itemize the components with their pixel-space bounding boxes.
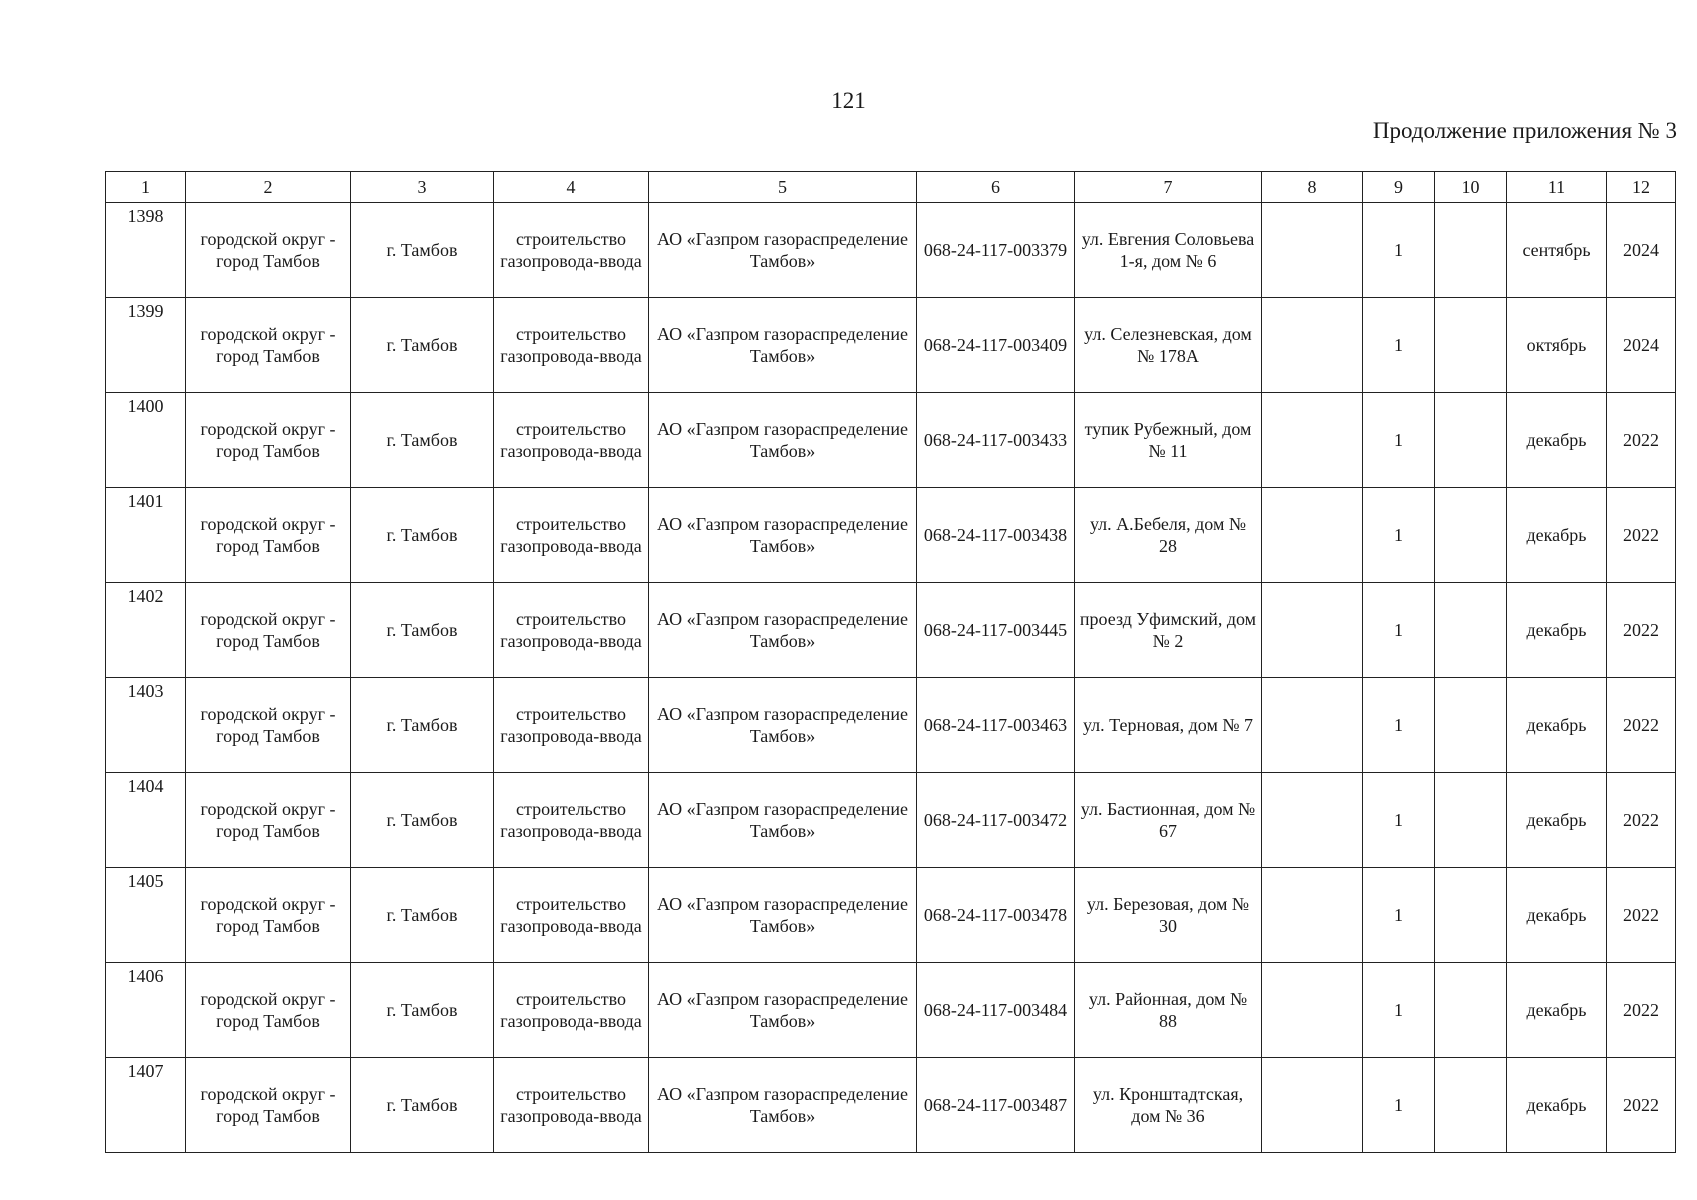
table-row: [106, 393, 1676, 488]
table-row: [106, 678, 1676, 773]
cell-locality: г. Тамбов: [351, 393, 494, 488]
header-row: [106, 172, 1676, 203]
cell-col-8: [1262, 678, 1363, 773]
cell-work-type: строительство газопровода-ввода: [494, 393, 649, 488]
column-header-7: 7: [1075, 172, 1262, 203]
cell-month: декабрь: [1507, 868, 1607, 963]
cell-col-8: [1262, 393, 1363, 488]
cell-organization: АО «Газпром газораспределение Тамбов»: [649, 963, 917, 1058]
cell-year: 2024: [1607, 298, 1676, 393]
column-header-11: 11: [1507, 172, 1607, 203]
cell-locality: г. Тамбов: [351, 298, 494, 393]
cell-municipality: городской округ - город Тамбов: [186, 488, 351, 583]
cell-col-8: [1262, 1058, 1363, 1153]
appendix-note: Продолжение приложения № 3: [1372, 118, 1677, 143]
cell-year: 2024: [1607, 203, 1676, 298]
cell-month: декабрь: [1507, 583, 1607, 678]
column-header-6: 6: [917, 172, 1075, 203]
cell-month: октябрь: [1507, 298, 1607, 393]
cell-year: 2022: [1607, 583, 1676, 678]
cell-address: ул. Березовая, дом № 30: [1075, 868, 1262, 963]
cell-quantity: 1: [1363, 678, 1435, 773]
cell-quantity: 1: [1363, 868, 1435, 963]
cell-quantity: 1: [1363, 488, 1435, 583]
cell-month: декабрь: [1507, 1058, 1607, 1153]
cell-organization: АО «Газпром газораспределение Тамбов»: [649, 203, 917, 298]
cell-work-type: строительство газопровода-ввода: [494, 583, 649, 678]
cell-organization: АО «Газпром газораспределение Тамбов»: [649, 393, 917, 488]
cell-col-10: [1435, 868, 1507, 963]
cell-organization: АО «Газпром газораспределение Тамбов»: [649, 773, 917, 868]
cell-quantity: 1: [1363, 773, 1435, 868]
cell-year: 2022: [1607, 488, 1676, 583]
cell-object-code: 068-24-117-003484: [917, 963, 1075, 1058]
cell-object-code: 068-24-117-003379: [917, 203, 1075, 298]
cell-col-10: [1435, 393, 1507, 488]
cell-object-code: 068-24-117-003472: [917, 773, 1075, 868]
cell-locality: г. Тамбов: [351, 773, 494, 868]
cell-object-code: 068-24-117-003463: [917, 678, 1075, 773]
cell-locality: г. Тамбов: [351, 488, 494, 583]
table-row: [106, 868, 1676, 963]
cell-organization: АО «Газпром газораспределение Тамбов»: [649, 583, 917, 678]
cell-object-code: 068-24-117-003438: [917, 488, 1075, 583]
cell-work-type: строительство газопровода-ввода: [494, 203, 649, 298]
cell-year: 2022: [1607, 963, 1676, 1058]
cell-month: декабрь: [1507, 488, 1607, 583]
cell-col-10: [1435, 583, 1507, 678]
cell-organization: АО «Газпром газораспределение Тамбов»: [649, 488, 917, 583]
cell-row-number: 1404: [106, 773, 186, 868]
table-body: [106, 203, 1676, 1153]
cell-col-10: [1435, 1058, 1507, 1153]
cell-row-number: 1399: [106, 298, 186, 393]
column-header-5: 5: [649, 172, 917, 203]
table-row: [106, 963, 1676, 1058]
cell-quantity: 1: [1363, 1058, 1435, 1153]
cell-year: 2022: [1607, 773, 1676, 868]
cell-col-10: [1435, 203, 1507, 298]
cell-locality: г. Тамбов: [351, 678, 494, 773]
cell-municipality: городской округ - город Тамбов: [186, 773, 351, 868]
cell-locality: г. Тамбов: [351, 203, 494, 298]
cell-municipality: городской округ - город Тамбов: [186, 393, 351, 488]
cell-col-8: [1262, 868, 1363, 963]
cell-address: ул. Евгения Соловьева 1-я, дом № 6: [1075, 203, 1262, 298]
cell-municipality: городской округ - город Тамбов: [186, 203, 351, 298]
cell-year: 2022: [1607, 393, 1676, 488]
cell-col-10: [1435, 678, 1507, 773]
cell-address: проезд Уфимский, дом № 2: [1075, 583, 1262, 678]
cell-address: тупик Рубежный, дом № 11: [1075, 393, 1262, 488]
cell-col-8: [1262, 298, 1363, 393]
cell-col-8: [1262, 203, 1363, 298]
cell-municipality: городской округ - город Тамбов: [186, 583, 351, 678]
cell-col-8: [1262, 583, 1363, 678]
cell-organization: АО «Газпром газораспределение Тамбов»: [649, 1058, 917, 1153]
cell-municipality: городской округ - город Тамбов: [186, 298, 351, 393]
column-header-10: 10: [1435, 172, 1507, 203]
table-row: [106, 203, 1676, 298]
table-row: [106, 773, 1676, 868]
cell-address: ул. А.Бебеля, дом № 28: [1075, 488, 1262, 583]
cell-col-8: [1262, 773, 1363, 868]
registry-table: [105, 171, 1676, 1153]
cell-address: ул. Бастионная, дом № 67: [1075, 773, 1262, 868]
cell-col-8: [1262, 488, 1363, 583]
cell-month: декабрь: [1507, 678, 1607, 773]
cell-month: сентябрь: [1507, 203, 1607, 298]
table-row: [106, 583, 1676, 678]
cell-municipality: городской округ - город Тамбов: [186, 868, 351, 963]
cell-col-10: [1435, 298, 1507, 393]
column-header-1: 1: [106, 172, 186, 203]
cell-object-code: 068-24-117-003409: [917, 298, 1075, 393]
cell-row-number: 1406: [106, 963, 186, 1058]
cell-locality: г. Тамбов: [351, 1058, 494, 1153]
cell-row-number: 1401: [106, 488, 186, 583]
cell-object-code: 068-24-117-003487: [917, 1058, 1075, 1153]
cell-work-type: строительство газопровода-ввода: [494, 488, 649, 583]
cell-month: декабрь: [1507, 773, 1607, 868]
cell-row-number: 1400: [106, 393, 186, 488]
cell-year: 2022: [1607, 1058, 1676, 1153]
column-header-4: 4: [494, 172, 649, 203]
column-header-12: 12: [1607, 172, 1676, 203]
cell-col-10: [1435, 773, 1507, 868]
cell-object-code: 068-24-117-003433: [917, 393, 1075, 488]
cell-object-code: 068-24-117-003478: [917, 868, 1075, 963]
cell-organization: АО «Газпром газораспределение Тамбов»: [649, 868, 917, 963]
page-number: 121: [831, 88, 866, 113]
column-header-3: 3: [351, 172, 494, 203]
cell-row-number: 1403: [106, 678, 186, 773]
cell-organization: АО «Газпром газораспределение Тамбов»: [649, 298, 917, 393]
column-header-9: 9: [1363, 172, 1435, 203]
cell-object-code: 068-24-117-003445: [917, 583, 1075, 678]
cell-row-number: 1405: [106, 868, 186, 963]
cell-address: ул. Районная, дом № 88: [1075, 963, 1262, 1058]
cell-row-number: 1407: [106, 1058, 186, 1153]
cell-municipality: городской округ - город Тамбов: [186, 678, 351, 773]
cell-quantity: 1: [1363, 963, 1435, 1058]
cell-locality: г. Тамбов: [351, 583, 494, 678]
cell-row-number: 1402: [106, 583, 186, 678]
cell-work-type: строительство газопровода-ввода: [494, 298, 649, 393]
cell-municipality: городской округ - город Тамбов: [186, 1058, 351, 1153]
cell-month: декабрь: [1507, 393, 1607, 488]
cell-organization: АО «Газпром газораспределение Тамбов»: [649, 678, 917, 773]
cell-row-number: 1398: [106, 203, 186, 298]
table-row: [106, 298, 1676, 393]
cell-work-type: строительство газопровода-ввода: [494, 773, 649, 868]
cell-quantity: 1: [1363, 203, 1435, 298]
cell-work-type: строительство газопровода-ввода: [494, 868, 649, 963]
cell-locality: г. Тамбов: [351, 963, 494, 1058]
table-row: [106, 488, 1676, 583]
cell-col-10: [1435, 963, 1507, 1058]
cell-year: 2022: [1607, 868, 1676, 963]
cell-work-type: строительство газопровода-ввода: [494, 678, 649, 773]
cell-col-8: [1262, 963, 1363, 1058]
column-header-2: 2: [186, 172, 351, 203]
cell-municipality: городской округ - город Тамбов: [186, 963, 351, 1058]
cell-year: 2022: [1607, 678, 1676, 773]
cell-address: ул. Селезневская, дом № 178А: [1075, 298, 1262, 393]
cell-address: ул. Кронштадтская, дом № 36: [1075, 1058, 1262, 1153]
cell-quantity: 1: [1363, 583, 1435, 678]
cell-quantity: 1: [1363, 298, 1435, 393]
table-row: [106, 1058, 1676, 1153]
cell-locality: г. Тамбов: [351, 868, 494, 963]
column-header-8: 8: [1262, 172, 1363, 203]
cell-quantity: 1: [1363, 393, 1435, 488]
cell-col-10: [1435, 488, 1507, 583]
cell-address: ул. Терновая, дом № 7: [1075, 678, 1262, 773]
cell-work-type: строительство газопровода-ввода: [494, 963, 649, 1058]
cell-month: декабрь: [1507, 963, 1607, 1058]
cell-work-type: строительство газопровода-ввода: [494, 1058, 649, 1153]
